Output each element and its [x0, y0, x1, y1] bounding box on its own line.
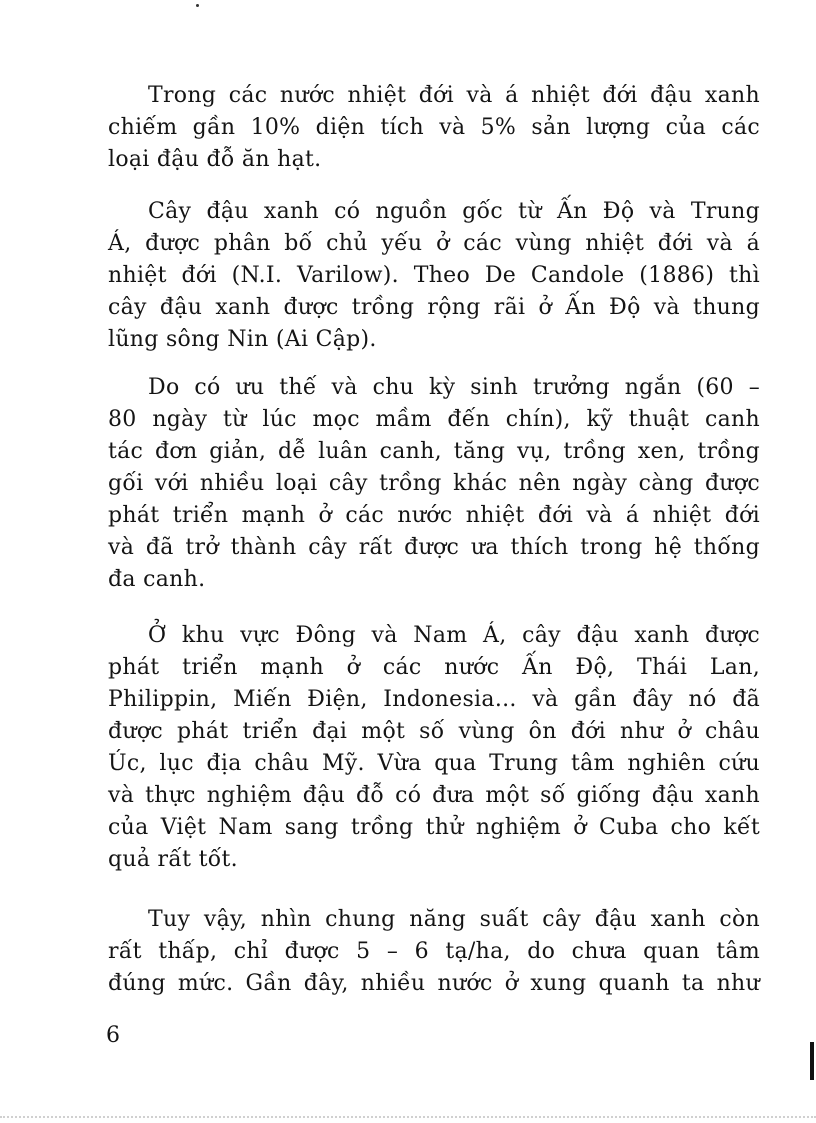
text-line: Tuy vậy, nhìn chung năng suất cây đậu xanh còn — [148, 907, 760, 932]
text-line: lũng sông Nin (Ai Cập). — [108, 327, 377, 352]
text-line: phát triển mạnh ở các nước nhiệt đới và á nhiệt đới — [108, 503, 760, 528]
text-line: quả rất tốt. — [108, 847, 238, 872]
paragraph-4 — [108, 620, 760, 876]
text-line: 80 ngày từ lúc mọc mầm đến chín), kỹ thuật canh — [108, 407, 760, 432]
text-line: loại đậu đỗ ăn hạt. — [108, 147, 322, 172]
text-line: Trong các nước nhiệt đới và á nhiệt đới đậu xanh — [148, 83, 760, 108]
page-number: 6 — [106, 1023, 120, 1048]
scan-speck — [196, 4, 199, 7]
text-line: Cây đậu xanh có nguồn gốc từ Ấn Độ và Trung — [148, 199, 760, 224]
paragraph-5 — [108, 904, 760, 1000]
text-line: Á, được phân bố chủ yếu ở các vùng nhiệt đới và á — [108, 231, 760, 256]
text-line: và đã trở thành cây rất được ưa thích trong hệ thống — [108, 535, 760, 560]
text-line: phát triển mạnh ở các nước Ấn Độ, Thái Lan, — [108, 655, 760, 680]
text-line: rất thấp, chỉ được 5 – 6 tạ/ha, do chưa quan tâm — [108, 939, 760, 964]
text-line: được phát triển đại một số vùng ôn đới như ở châu — [108, 719, 760, 744]
paragraph-2 — [108, 196, 760, 356]
text-line: tác đơn giản, dễ luân canh, tăng vụ, trồng xen, trồng — [108, 439, 760, 464]
paragraph-1 — [108, 80, 760, 176]
text-line: nhiệt đới (N.I. Varilow). Theo De Candole (1886) thì — [108, 263, 760, 288]
text-line: Ở khu vực Đông và Nam Á, cây đậu xanh được — [148, 623, 760, 648]
text-line: đúng mức. Gần đây, nhiều nước ở xung quanh ta như — [108, 971, 760, 996]
scan-edge-mark — [810, 1042, 814, 1080]
text-line: chiếm gần 10% diện tích và 5% sản lượng của các — [108, 115, 760, 140]
text-line: Úc, lục địa châu Mỹ. Vừa qua Trung tâm nghiên cứu — [108, 751, 760, 776]
text-line: Philippin, Miến Điện, Indonesia... và gần đây nó đã — [108, 687, 760, 712]
text-line: cây đậu xanh được trồng rộng rãi ở Ấn Độ và thung — [108, 295, 760, 320]
text-line: và thực nghiệm đậu đỗ có đưa một số giống đậu xanh — [108, 783, 760, 808]
text-line: của Việt Nam sang trồng thử nghiệm ở Cuba cho kết — [108, 815, 760, 840]
scan-bottom-edge — [0, 1116, 816, 1118]
text-line: đa canh. — [108, 567, 206, 592]
paragraph-3 — [108, 372, 760, 596]
text-line: Do có ưu thế và chu kỳ sinh trưởng ngắn (60 – — [148, 375, 760, 400]
text-line: gối với nhiều loại cây trồng khác nên ngày càng được — [108, 471, 760, 496]
